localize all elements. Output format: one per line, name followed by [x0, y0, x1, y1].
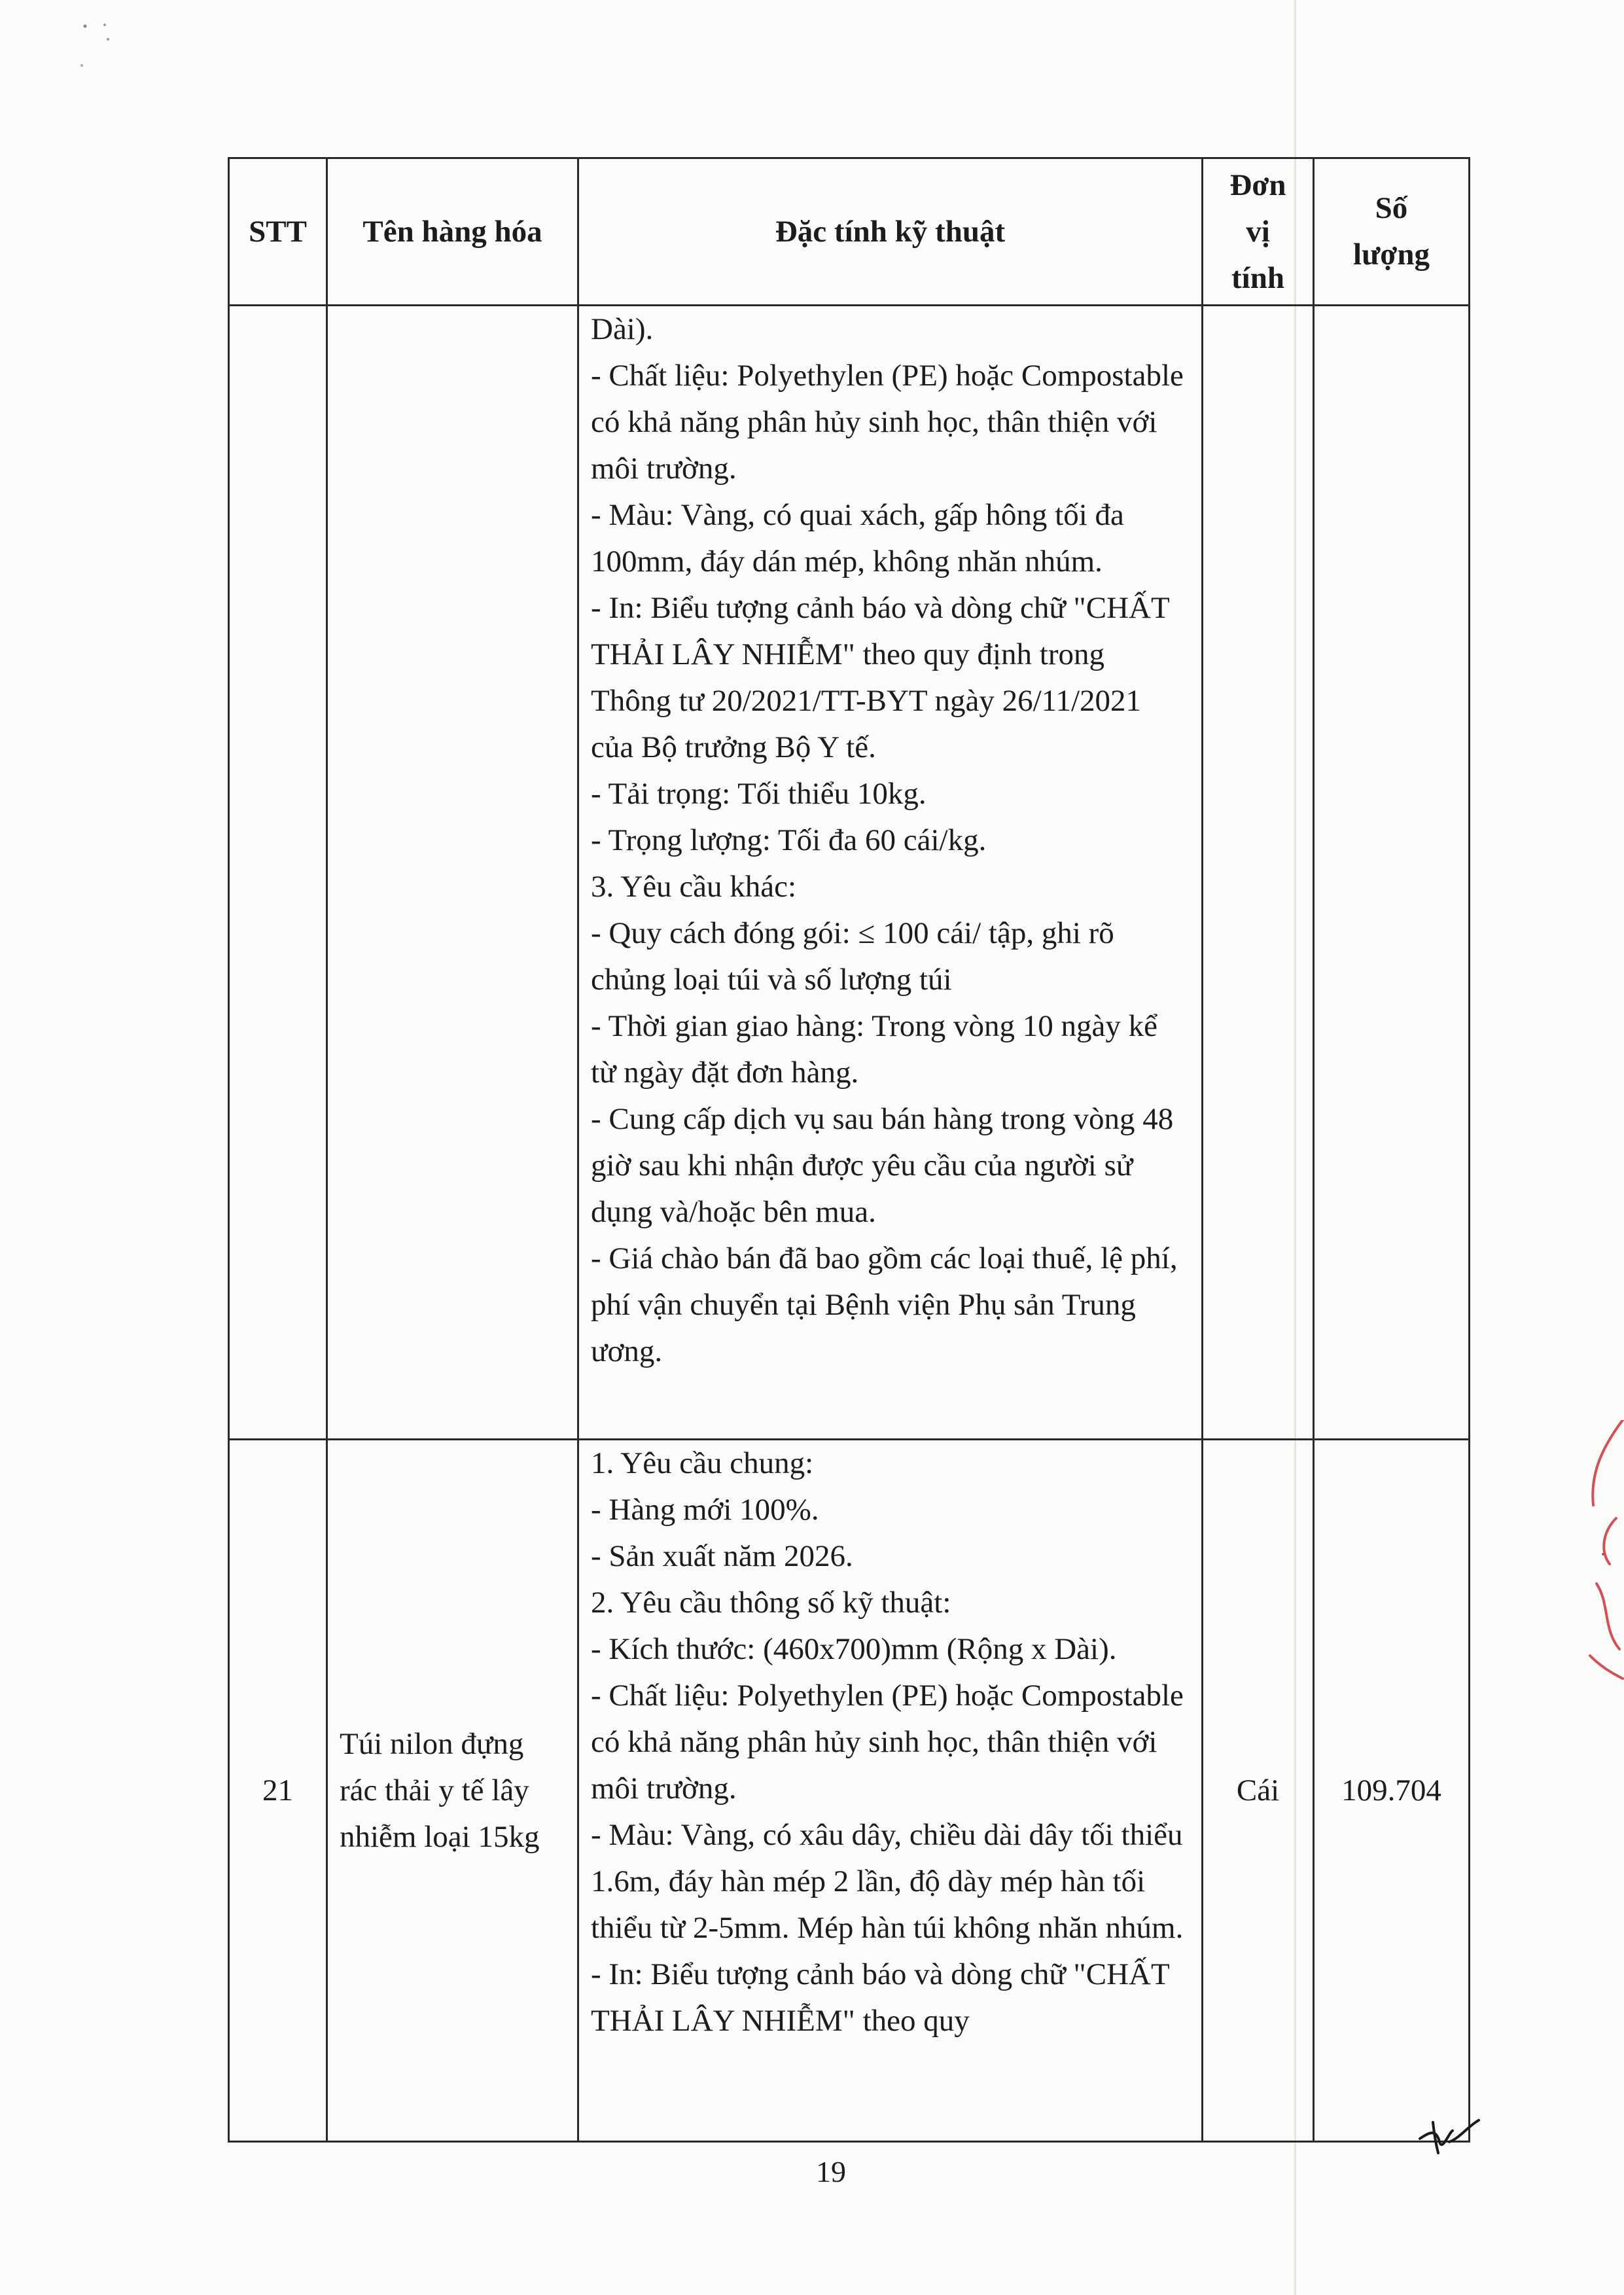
- cell-name: Túi nilon đựng rác thải y tế lây nhiễm loại 15kg: [327, 1440, 578, 2142]
- spec-line: - In: Biểu tượng cảnh báo và dòng chữ "CHẤT THẢI LÂY NHIỄM" theo quy định trong Thông tư 20/2021/TT-BYT ngày 26/11/2021 của Bộ trưởng Bộ Y tế.: [591, 591, 1169, 764]
- page-number: 19: [816, 2155, 846, 2188]
- header-stt: STT: [229, 158, 327, 306]
- header-spec: Đặc tính kỹ thuật: [578, 158, 1203, 306]
- spec-line: - Kích thước: (460x700)mm (Rộng x Dài).: [591, 1632, 1117, 1666]
- spec-line: - Tải trọng: Tối thiểu 10kg.: [591, 777, 927, 811]
- handwritten-initials: [1413, 2112, 1485, 2158]
- spec-line: - Giá chào bán đã bao gồm các loại thuế, lệ phí, phí vận chuyển tại Bệnh viện Phụ sản Trung ương.: [591, 1241, 1178, 1368]
- cell-stt: [229, 306, 327, 1440]
- cell-qty: 109.704: [1314, 1440, 1470, 2142]
- spec-line: - In: Biểu tượng cảnh báo và dòng chữ "CHẤT THẢI LÂY NHIỄM" theo quy: [591, 1957, 1169, 2038]
- cell-stt: 21: [229, 1440, 327, 2142]
- red-stamp-edge: [1577, 1420, 1624, 1682]
- header-qty-line: Số: [1375, 191, 1408, 225]
- header-name: Tên hàng hóa: [327, 158, 578, 306]
- svg-text:·: ·: [1592, 1551, 1614, 1557]
- header-qty-line: lượng: [1353, 238, 1430, 272]
- spec-line: 1. Yêu cầu chung:: [591, 1446, 814, 1480]
- spec-line: - Thời gian giao hàng: Trong vòng 10 ngày kể từ ngày đặt đơn hàng.: [591, 1009, 1158, 1090]
- cell-unit: Cái: [1203, 1440, 1314, 2142]
- spec-line: - Chất liệu: Polyethylen (PE) hoặc Compostable có khả năng phân hủy sinh học, thân thiện với môi trường.: [591, 1679, 1184, 1806]
- spec-line: - Hàng mới 100%.: [591, 1493, 819, 1527]
- spec-table: [228, 157, 1470, 2143]
- cell-name: [327, 306, 578, 1440]
- cell-spec: [578, 306, 1203, 1440]
- spec-line: 2. Yêu cầu thông số kỹ thuật:: [591, 1586, 951, 1620]
- spec-line: - Màu: Vàng, có xâu dây, chiều dài dây tối thiểu 1.6m, đáy hàn mép 2 lần, độ dày mép hàn tối thiểu từ 2-5mm. Mép hàn túi không nhăn nhúm.: [591, 1818, 1184, 1945]
- spec-line: - Sản xuất năm 2026.: [591, 1539, 853, 1573]
- header-row: [229, 158, 1470, 306]
- table-row-continuation: [229, 306, 1470, 1440]
- header-qty: [1314, 158, 1470, 306]
- cell-unit: [1203, 306, 1314, 1440]
- spec-line: - Chất liệu: Polyethylen (PE) hoặc Compostable có khả năng phân hủy sinh học, thân thiện với môi trường.: [591, 359, 1184, 486]
- spec-line: 3. Yêu cầu khác:: [591, 870, 797, 904]
- spec-line: Dài).: [591, 312, 654, 346]
- cell-spec: [578, 1440, 1203, 2142]
- header-unit-line: Đơn: [1229, 168, 1286, 202]
- header-unit-line: tính: [1231, 260, 1284, 295]
- spec-line: - Quy cách đóng gói: ≤ 100 cái/ tập, ghi rõ chủng loại túi và số lượng túi: [591, 916, 1114, 997]
- table-row-21: [229, 1440, 1470, 2142]
- spec-line: - Cung cấp dịch vụ sau bán hàng trong vòng 48 giờ sau khi nhận được yêu cầu của người sử dụng và/hoặc bên mua.: [591, 1102, 1174, 1229]
- cell-qty: [1314, 306, 1470, 1440]
- spec-line: - Màu: Vàng, có quai xách, gấp hông tối đa 100mm, đáy dán mép, không nhăn nhúm.: [591, 498, 1124, 578]
- header-unit-line: vị: [1246, 214, 1270, 249]
- scan-speck-marks: [79, 20, 118, 79]
- spec-line: - Trọng lượng: Tối đa 60 cái/kg.: [591, 823, 987, 857]
- header-unit: [1203, 158, 1314, 306]
